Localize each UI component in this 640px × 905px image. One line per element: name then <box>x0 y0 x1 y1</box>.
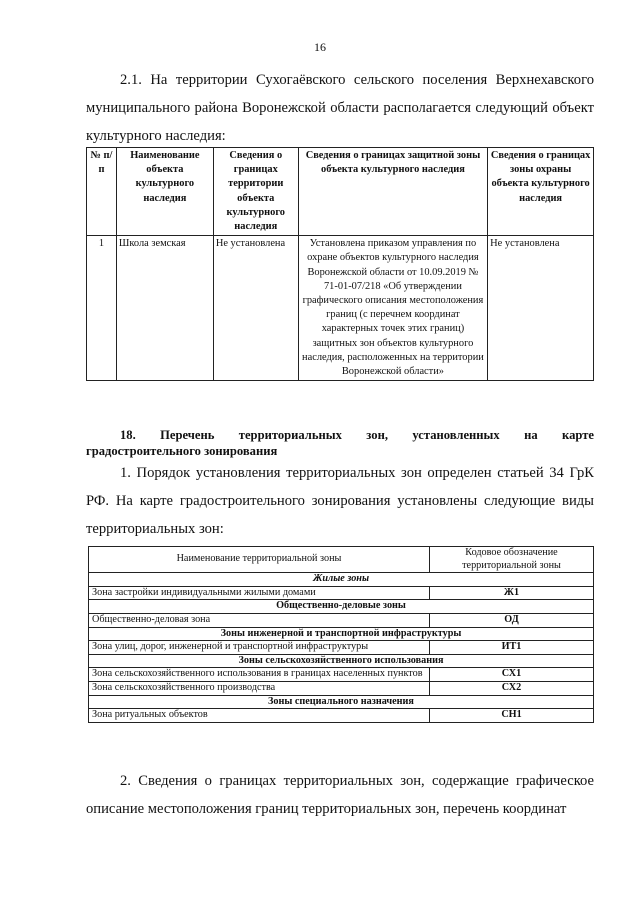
zone-code: ОД <box>430 613 594 627</box>
zone-group-title: Общественно-деловые зоны <box>89 600 594 614</box>
table-row <box>89 709 594 723</box>
zone-group-title: Жилые зоны <box>89 573 594 587</box>
zone-group-title: Зоны специального назначения <box>89 695 594 709</box>
heritage-col-territory: Сведения о границах территории объекта культурного наследия <box>213 148 298 236</box>
heritage-cell-protective-zone: Установлена приказом управления по охране объектов культурного наследия Воронежской области от 10.09.2019 № 71-01-07/218 «Об утверждении графического описания местоположения границ (с перечнем координат характерных точек этих границ) защитных зон объектов культурного наследия, расположенных на территории Воронежской области» <box>298 236 487 381</box>
zone-code: СХ2 <box>430 681 594 695</box>
zone-group-row <box>89 695 594 709</box>
zone-name: Зона сельскохозяйственного использования в границах населенных пунктов <box>89 668 430 682</box>
table-row <box>89 668 594 682</box>
heritage-col-protective-zone: Сведения о границах защитной зоны объекта культурного наследия <box>298 148 487 236</box>
table-row <box>89 641 594 655</box>
zone-group-row <box>89 600 594 614</box>
heritage-col-protection-zone: Сведения о границах зоны охраны объекта культурного наследия <box>488 148 594 236</box>
zone-code: Ж1 <box>430 586 594 600</box>
zone-code: ИТ1 <box>430 641 594 655</box>
zone-group-row <box>89 573 594 587</box>
zones-col-name: Наименование территориальной зоны <box>89 547 430 573</box>
zone-group-title: Зоны инженерной и транспортной инфраструктуры <box>89 627 594 641</box>
table-row <box>89 681 594 695</box>
heritage-col-name: Наименование объекта культурного наследия <box>116 148 213 236</box>
heritage-cell-territory: Не установлена <box>213 236 298 381</box>
heritage-cell-protection-zone: Не установлена <box>488 236 594 381</box>
section-heading-line2: градостроительного зонирования <box>86 444 278 458</box>
page-number: 16 <box>314 40 326 54</box>
section-heading <box>86 427 594 459</box>
zone-code: СН1 <box>430 709 594 723</box>
heritage-col-number: № п/п <box>87 148 117 236</box>
heritage-cell-number: 1 <box>87 236 117 381</box>
zone-group-row <box>89 627 594 641</box>
table-row <box>89 586 594 600</box>
paragraph-heritage-intro: 2.1. На территории Сухогаёвского сельского поселения Верхнехавского муниципального района Воронежской области располагается следующий объект культурного наследия: <box>86 72 594 144</box>
zones-table <box>88 546 594 723</box>
table-row <box>89 613 594 627</box>
zone-name: Зона ритуальных объектов <box>89 709 430 723</box>
heritage-cell-name: Школа земская <box>116 236 213 381</box>
zone-name: Зона сельскохозяйственного производства <box>89 681 430 695</box>
heritage-table-header-row <box>87 148 594 236</box>
zones-table-header-row <box>89 547 594 573</box>
paragraph-zones-intro: 1. Порядок установления территориальных зон определен статьей 34 ГрК РФ. На карте градостроительного зонирования установлены следующие виды территориальных зон: <box>86 465 594 537</box>
zone-group-title: Зоны сельскохозяйственного использования <box>89 654 594 668</box>
zone-name: Зона улиц, дорог, инженерной и транспортной инфраструктуры <box>89 641 430 655</box>
zone-code: СХ1 <box>430 668 594 682</box>
zone-group-row <box>89 654 594 668</box>
zone-name: Общественно-деловая зона <box>89 613 430 627</box>
paragraph-zone-boundaries: 2. Сведения о границах территориальных зон, содержащие графическое описание местоположения границ территориальных зон, перечень координат <box>86 773 594 817</box>
table-row <box>87 236 594 381</box>
section-heading-line1: 18. Перечень территориальных зон, установленных на карте <box>120 428 594 442</box>
zones-col-code: Кодовое обозначение территориальной зоны <box>430 547 594 573</box>
heritage-table <box>86 147 594 381</box>
zone-name: Зона застройки индивидуальными жилыми домами <box>89 586 430 600</box>
